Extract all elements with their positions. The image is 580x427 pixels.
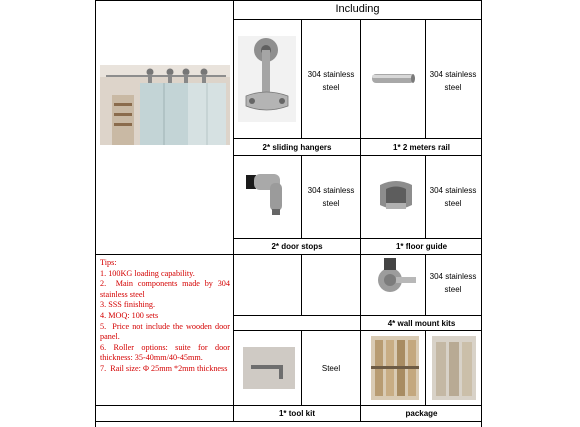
col-divider-a3	[301, 254, 302, 315]
item-desc-tool-kit: Steel	[321, 364, 341, 373]
package-photo-2	[432, 336, 476, 400]
item-desc-floor-guide: 304 stainless steel	[429, 186, 477, 208]
tips-line-5: 5. Price not include the wooden door panel.	[100, 321, 233, 342]
item-desc-rail: 304 stainless steel	[429, 70, 477, 92]
table-border-top	[95, 0, 482, 1]
row-divider-1-cap	[233, 155, 482, 156]
item-caption-hangers: 2* sliding hangers	[262, 143, 332, 152]
door-stop-photo	[240, 165, 294, 220]
tips-line-3: 3. SSS finishing.	[100, 300, 156, 310]
item-caption-wall-mount: 4* wall mount kits	[387, 319, 456, 328]
tips-line-7: 7. Rail size: Φ 25mm *2mm thickness	[100, 363, 228, 373]
col-divider-a4	[301, 330, 302, 405]
col-divider-right-outer	[481, 0, 482, 427]
col-divider-a2	[301, 155, 302, 238]
tips-line-1: 1. 100KG loading capability.	[100, 268, 195, 278]
col-divider-main	[233, 0, 234, 421]
item-caption-floor-guide: 1* floor guide	[395, 242, 448, 251]
floor-guide-photo	[372, 175, 420, 217]
tips-line-6: 6. Roller options: suite for door thickness: 35-40mm/40-45mm.	[100, 342, 233, 363]
row-divider-header	[233, 19, 482, 20]
tips-block	[100, 258, 233, 375]
row-divider-3-cap	[233, 330, 482, 331]
barn-door-photo	[100, 65, 230, 145]
tips-heading: Tips:	[100, 258, 117, 267]
table-border-bottom	[95, 405, 482, 406]
tool-kit-photo	[243, 347, 295, 389]
table-border-left	[95, 0, 96, 427]
row-divider-2-cap	[95, 254, 482, 255]
section-title: Including	[335, 3, 380, 15]
item-caption-package: package	[405, 409, 438, 418]
item-desc-wall-mount: 304 stainless steel	[429, 272, 477, 294]
row-divider-1-img	[233, 138, 482, 139]
col-divider-a1	[301, 19, 302, 138]
col-divider-b1	[425, 19, 426, 138]
table-border-bottom-2	[95, 421, 482, 422]
rail-photo	[370, 64, 416, 92]
package-photo	[371, 336, 419, 400]
wall-mount-kit-photo	[370, 256, 420, 300]
col-divider-b4	[425, 330, 426, 405]
row-divider-2-img	[233, 238, 482, 239]
tips-line-4: 4. MOQ: 100 sets	[100, 310, 159, 320]
col-divider-mid	[360, 19, 361, 421]
col-divider-b2	[425, 155, 426, 238]
tips-line-2: 2. Main components made by 304 stainless steel	[100, 279, 233, 299]
item-caption-door-stops: 2* door stops	[271, 242, 323, 251]
sliding-hanger-photo	[238, 36, 296, 122]
item-desc-hangers: 304 stainless steel	[307, 70, 355, 92]
item-desc-door-stops: 304 stainless steel	[307, 186, 355, 208]
col-divider-b3	[425, 254, 426, 315]
item-caption-tool-kit: 1* tool kit	[278, 409, 315, 418]
item-caption-rail: 1* 2 meters rail	[393, 143, 450, 152]
row-divider-3-img	[233, 315, 482, 316]
